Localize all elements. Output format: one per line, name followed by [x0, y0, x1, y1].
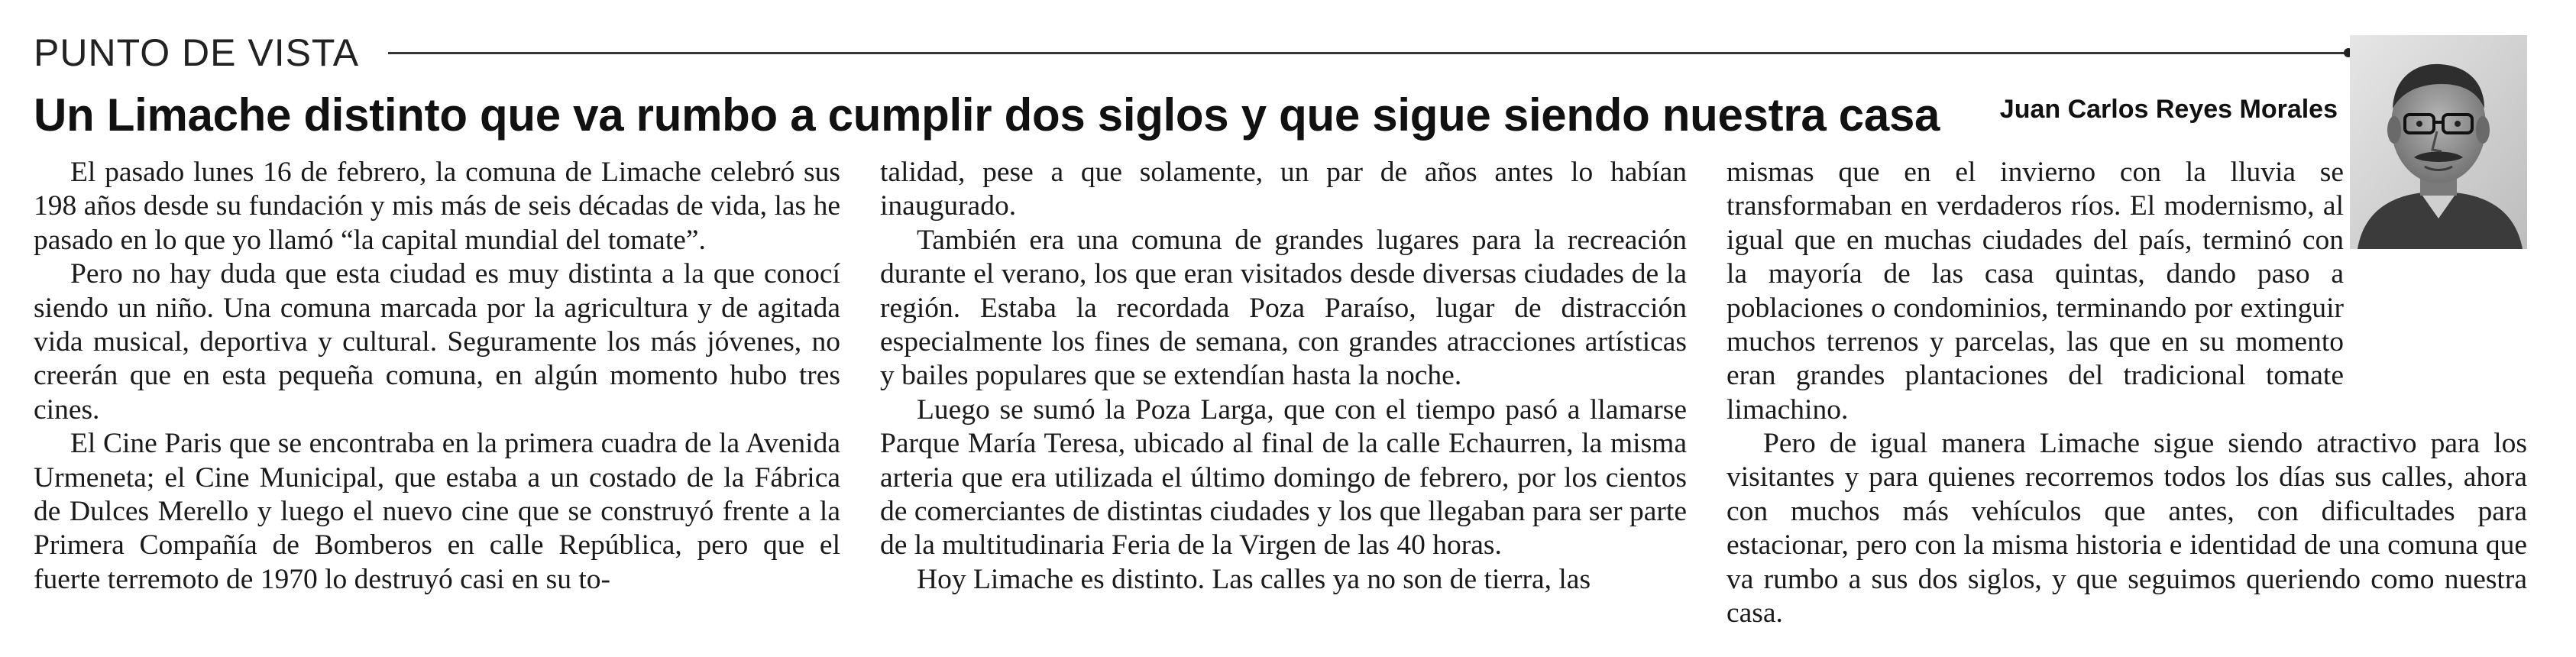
article-headline: Un Limache distinto que va rumbo a cumplir dos siglos y que sigue siendo nuestra casa: [34, 89, 1940, 141]
author-photo: [2350, 35, 2527, 249]
paragraph-continuation: talidad, pese a que solamente, un par de años antes lo habían inaugurado.: [880, 157, 1687, 222]
paragraph: Luego se sumó la Poza Larga, que con el tiempo pasó a llamarse Parque María Teresa, ubicado al final de la calle Echaurren, la misma arteria que era utilizada el último domingo de febrero, por los cientos de comerciantes de distintas ciudades y los que llegaban para ser parte de la multitudinaria Feria de la Virgen de las 40 horas.: [880, 393, 1687, 562]
section-label: PUNTO DE VISTA: [34, 31, 360, 74]
paragraph: El pasado lunes 16 de febrero, la comuna de Limache celebró sus 198 años desde su fundación y mis más de seis décadas de vida, las he pasado en lo que yo llamó “la capital mundial del tomate”.: [34, 157, 840, 256]
paragraph: Pero de igual manera Limache sigue siendo atractivo para los visitantes y para quienes recorremos todos los días sus calles, ahora con muchos más vehículos que antes, con dificultades para estacionar, pero con la misma historia e identidad de una comuna que va rumbo a sus dos siglos, y que seguimos queriendo como nuestra casa.: [1727, 428, 2527, 629]
paragraph-continuation: mismas que en el invierno con la lluvia se transformaban en verdaderos ríos. El modernismo, al igual que en muchas ciudades del país, terminó con la mayoría de las casa quintas, dando paso a poblaciones o condominios, terminando por extinguir muchos terrenos y parcelas, las que en su momento eran grandes plantaciones del tradicional tomate limachino.: [1727, 157, 2344, 426]
paragraph: Hoy Limache es distinto. Las calles ya no son de tierra, las: [917, 563, 1591, 595]
section-header: [34, 26, 2348, 79]
article-column-2: [880, 156, 1687, 597]
paragraph: El Cine Paris que se encontraba en la primera cuadra de la Avenida Urmeneta; el Cine Municipal, que estaba a un costado de la Fábrica de Dulces Merello y luego el nuevo cine que se construyó frente a la Primera Compañía de Bomberos en calle República, pero que el fuerte terremoto de 1970 lo destruyó casi en su to-: [34, 428, 840, 595]
author-byline: Juan Carlos Reyes Morales: [1999, 95, 2338, 124]
article-column-3: [1727, 156, 2344, 427]
paragraph: También era una comuna de grandes lugares para la recreación durante el verano, los que eran visitados desde diversas ciudades de la región. Estaba la recordada Poza Paraíso, lugar de distracción especialmente los fines de semana, con grandes atracciones artísticas y bailes populares que se extendían hasta la noche.: [880, 224, 1687, 392]
article-column-3-lower: [1727, 427, 2527, 630]
paragraph: Pero no hay duda que esta ciudad es muy distinta a la que conocí siendo un niño. Una comuna marcada por la agricultura y de agitada vida musical, deportiva y cultural. Seguramente los más jóvenes, no creerán que en esta pequeña comuna, en algún momento hubo tres cines.: [34, 258, 840, 426]
section-divider: [388, 52, 2348, 54]
article-column-1: [34, 156, 840, 597]
